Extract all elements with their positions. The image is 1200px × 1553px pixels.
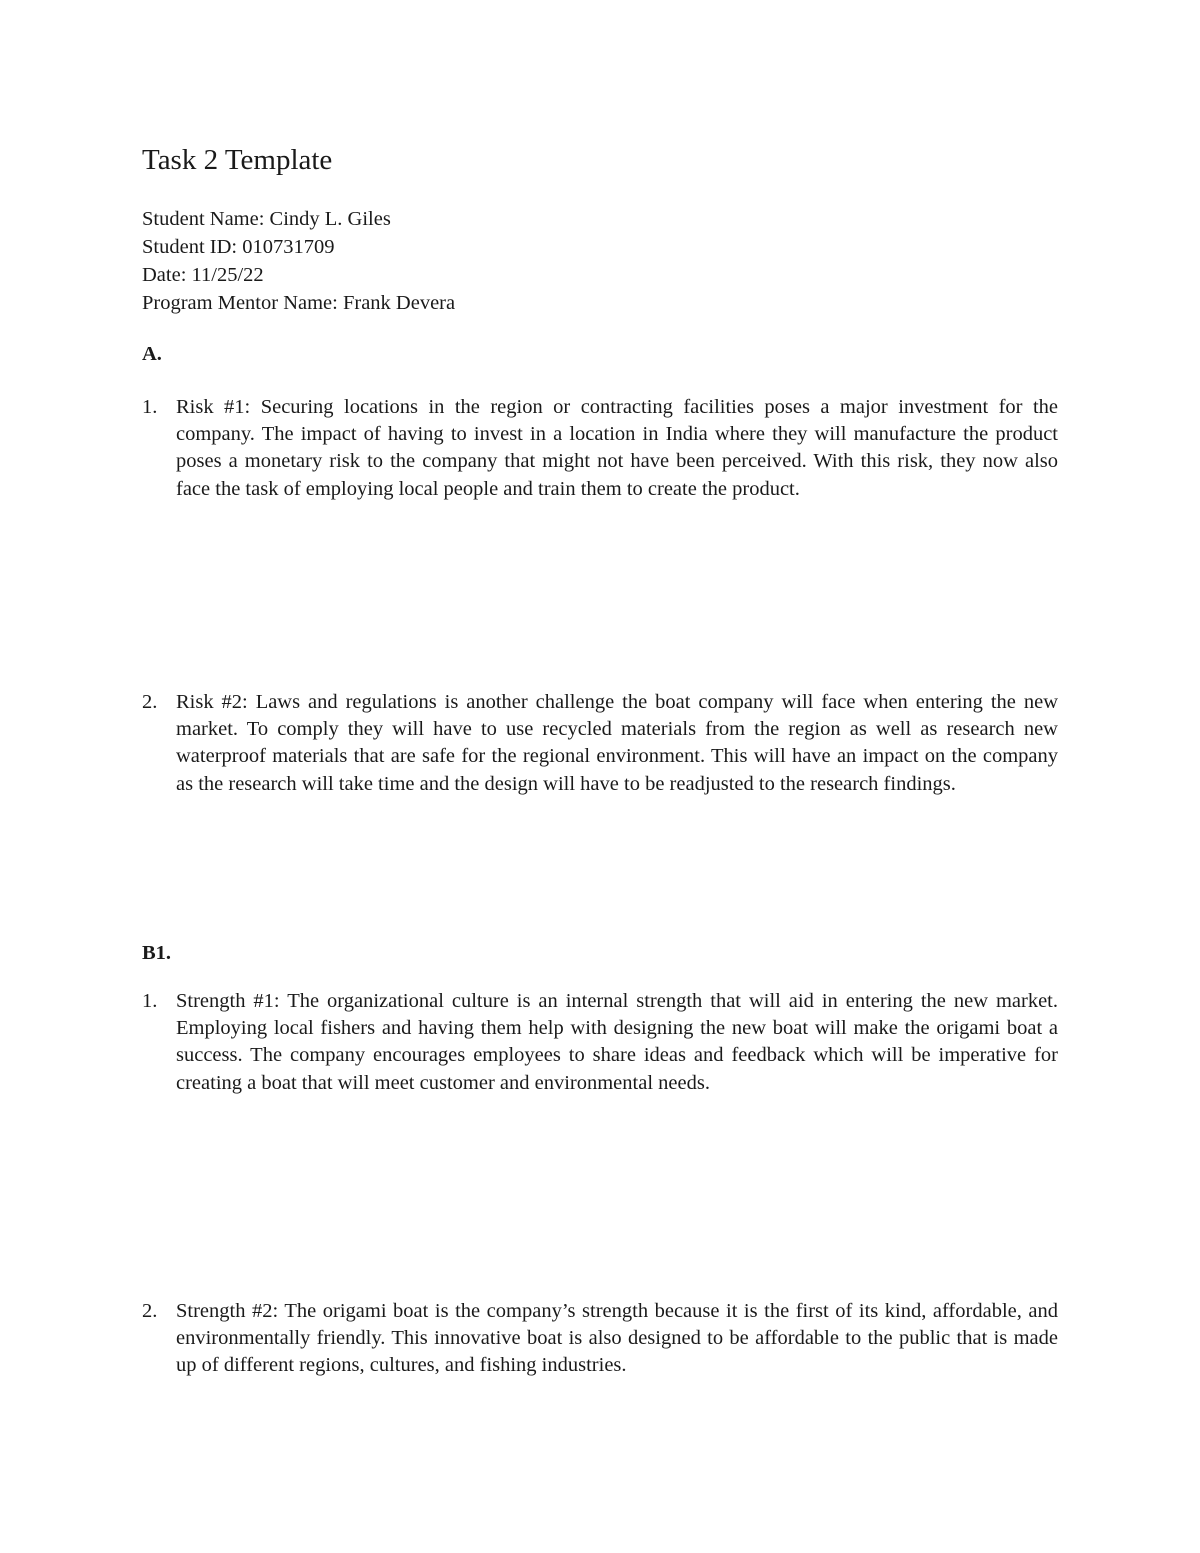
strength-1-item: [142, 988, 1058, 1097]
student-id: Student ID: 010731709: [142, 236, 335, 258]
list-number: 1.: [142, 396, 158, 418]
section-a-heading: A.: [142, 343, 162, 365]
section-b1-heading: B1.: [142, 942, 172, 964]
risk-2-item: [142, 689, 1058, 798]
list-number: 2.: [142, 1300, 158, 1322]
strength-1-text: Strength #1: The organizational culture is an internal strength that will aid in entering the new market. Employing local fishers and having them help with designing the new boat will make the origami boat a success. The company encourages employees to share ideas and feedback which will be imperative for creating a boat that will meet customer and environmental needs.: [176, 990, 1058, 1094]
student-name: Student Name: Cindy L. Giles: [142, 208, 391, 230]
risk-2-text: Risk #2: Laws and regulations is another challenge the boat company will face when entering the new market. To comply they will have to use recycled materials from the region as well as research new waterproof materials that are safe for the regional environment. This will have an impact on the company as the research will take time and the design will have to be readjusted to the research findings.: [176, 691, 1058, 795]
program-mentor-name: Program Mentor Name: Frank Devera: [142, 292, 456, 314]
date: Date: 11/25/22: [142, 264, 264, 286]
student-info-block: [142, 205, 455, 317]
list-number: 1.: [142, 990, 158, 1012]
page-title: Task 2 Template: [142, 144, 333, 176]
strength-2-text: Strength #2: The origami boat is the company’s strength because it is the first of its kind, affordable, and environmentally friendly. This innovative boat is also designed to be affordable to the public that is made up of different regions, cultures, and fishing industries.: [176, 1300, 1058, 1377]
risk-1-item: [142, 394, 1058, 503]
risk-1-text: Risk #1: Securing locations in the region or contracting facilities poses a major investment for the company. The impact of having to invest in a location in India where they will manufacture the product poses a monetary risk to the company that might not have been perceived. With this risk, they now also face the task of employing local people and train them to create the product.: [176, 396, 1058, 500]
strength-2-item: [142, 1298, 1058, 1380]
list-number: 2.: [142, 691, 158, 713]
